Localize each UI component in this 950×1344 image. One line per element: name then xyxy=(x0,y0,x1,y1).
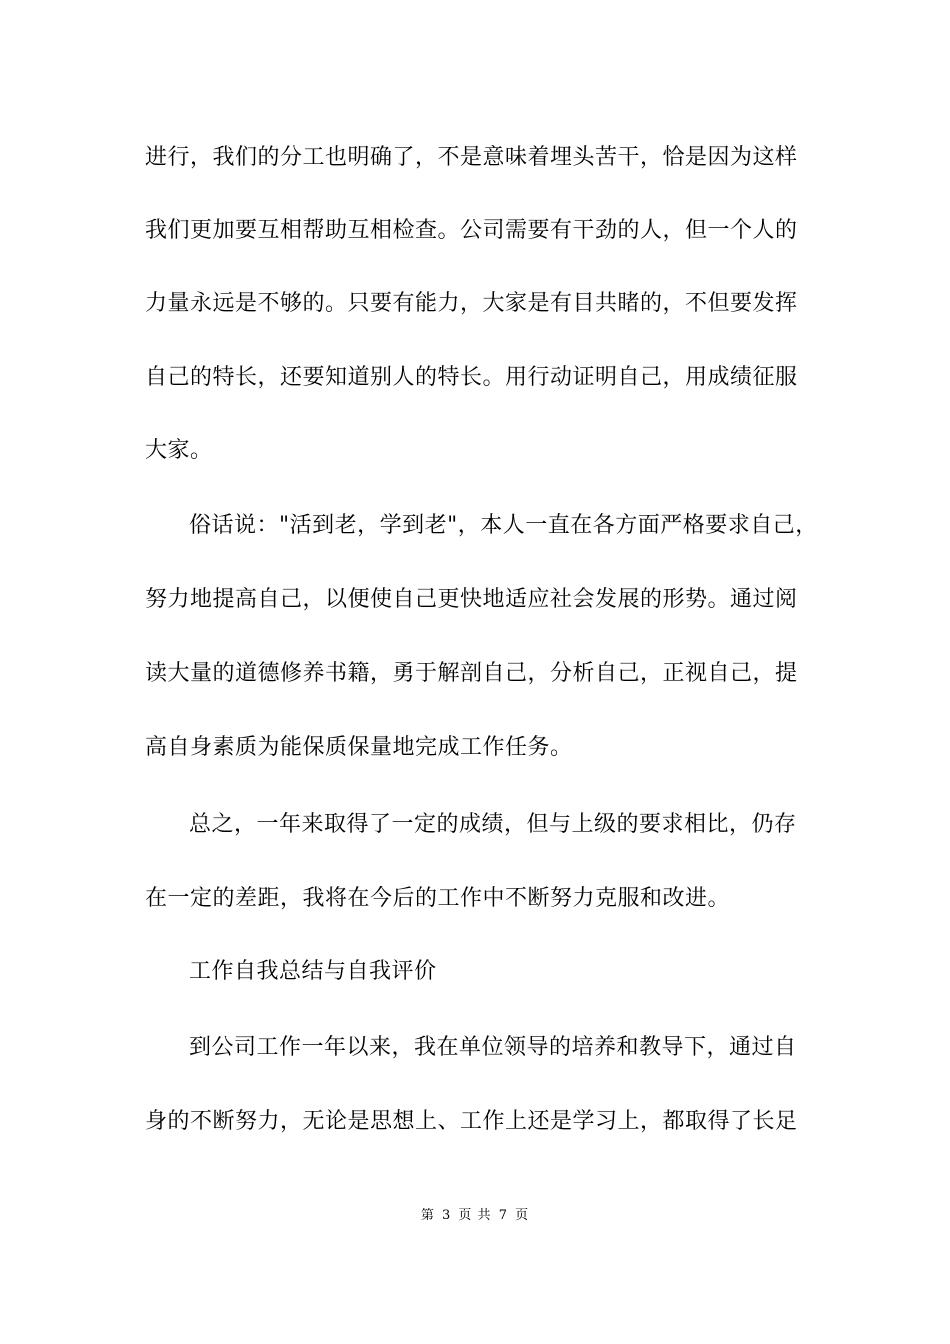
footer-prefix: 第 xyxy=(420,1208,435,1223)
text-line-11: 在一定的差距，我将在今后的工作中不断努力克服和改进。 xyxy=(145,886,731,911)
current-page-number: 3 xyxy=(442,1208,452,1223)
text-line-4: 自己的特长，还要知道别人的特长。用行动证明自己，用成绩征服 xyxy=(145,365,798,390)
text-line-5: 大家。 xyxy=(145,438,213,463)
footer-middle: 页 共 xyxy=(458,1208,492,1223)
page-footer xyxy=(0,1207,950,1225)
paragraph-start-line-6: 俗话说："活到老，学到老"，本人一直在各方面严格要求自己， xyxy=(189,513,818,538)
text-line-14: 身的不断努力，无论是思想上、工作上还是学习上，都取得了长足 xyxy=(145,1109,798,1134)
paragraph-start-line-13: 到公司工作一年以来，我在单位领导的培养和教导下，通过自 xyxy=(189,1035,797,1060)
text-line-2: 我们更加要互相帮助互相检查。公司需要有干劲的人，但一个人的 xyxy=(145,218,798,243)
text-line-8: 读大量的道德修养书籍，勇于解剖自己，分析自己，正视自己，提 xyxy=(145,661,798,686)
footer-suffix: 页 xyxy=(515,1208,530,1223)
total-page-count: 7 xyxy=(498,1208,508,1223)
paragraph-start-line-10: 总之，一年来取得了一定的成绩，但与上级的要求相比，仍存 xyxy=(189,812,797,837)
text-line-1: 进行，我们的分工也明确了，不是意味着埋头苦干，恰是因为这样 xyxy=(145,145,798,170)
text-line-7: 努力地提高自己，以便使自己更快地适应社会发展的形势。通过阅 xyxy=(145,587,798,612)
text-line-3: 力量永远是不够的。只要有能力，大家是有目共睹的，不但要发挥 xyxy=(145,291,798,316)
text-line-9: 高自身素质为能保质保量地完成工作任务。 xyxy=(145,735,573,760)
section-heading: 工作自我总结与自我评价 xyxy=(189,959,437,984)
